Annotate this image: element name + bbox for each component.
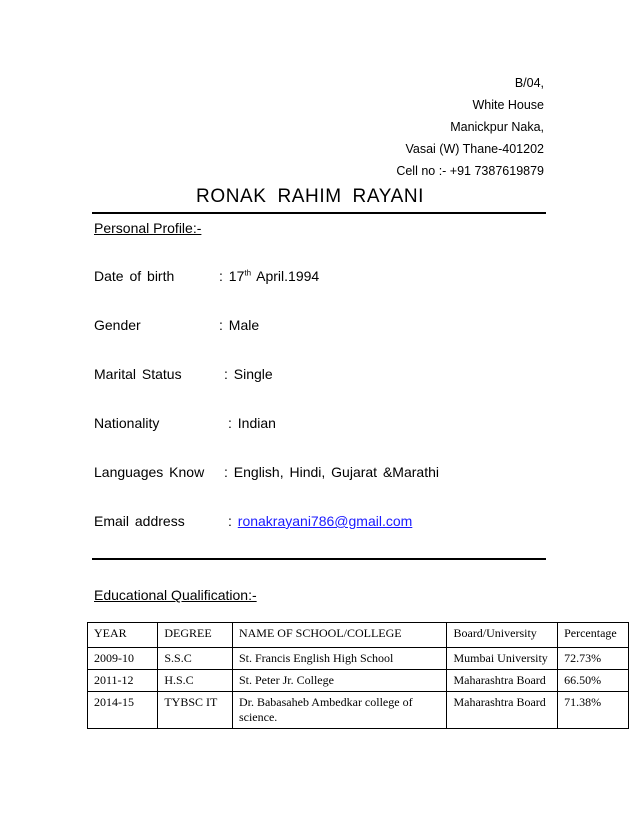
table-row	[88, 670, 629, 692]
table-row	[88, 648, 629, 670]
cell-degree: H.S.C	[158, 670, 233, 692]
personal-profile-heading: Personal Profile:-	[94, 220, 202, 236]
cell-percentage: 72.73%	[558, 648, 629, 670]
cell-degree: TYBSC IT	[158, 692, 233, 729]
nationality-label: Nationality	[94, 415, 160, 431]
gender-value: : Male	[219, 317, 260, 333]
cell-school: St. Peter Jr. College	[232, 670, 447, 692]
marital-value: : Single	[224, 366, 273, 382]
address-line-3: Manickpur Naka,	[450, 120, 544, 134]
cell-percentage: 66.50%	[558, 670, 629, 692]
cell-percentage: 71.38%	[558, 692, 629, 729]
email-colon: :	[228, 513, 232, 529]
cell-board: Maharashtra Board	[447, 692, 558, 729]
email-link[interactable]: ronakrayani786@gmail.com	[237, 513, 413, 529]
header-percentage: Percentage	[558, 623, 629, 648]
header-school: NAME OF SCHOOL/COLLEGE	[232, 623, 447, 648]
cell-degree: S.S.C	[158, 648, 233, 670]
email-label: Email address	[94, 513, 185, 529]
divider-bottom	[92, 558, 546, 560]
address-line-4: Vasai (W) Thane-401202	[405, 142, 544, 156]
cell-school: St. Francis English High School	[232, 648, 447, 670]
address-line-1: B/04,	[514, 76, 544, 90]
divider-top	[92, 212, 546, 214]
languages-label: Languages Know	[94, 464, 205, 480]
applicant-name: RONAK RAHIM RAYANI	[196, 186, 425, 207]
nationality-value: : Indian	[228, 415, 276, 431]
address-line-2: White House	[472, 98, 544, 112]
header-board: Board/University	[447, 623, 558, 648]
cell-board: Maharashtra Board	[447, 670, 558, 692]
cell-year: 2011-12	[88, 670, 158, 692]
table-row	[88, 692, 629, 729]
cell-year: 2014-15	[88, 692, 158, 729]
languages-value: : English, Hindi, Gujarat &Marathi	[224, 464, 439, 480]
education-heading: Educational Qualification:-	[94, 587, 257, 603]
marital-label: Marital Status	[94, 366, 182, 382]
phone-line: Cell no :- +91 7387619879	[396, 164, 544, 178]
gender-label: Gender	[94, 317, 141, 333]
dob-label: Date of birth	[94, 268, 175, 284]
education-table	[87, 622, 629, 729]
cell-school: Dr. Babasaheb Ambedkar college of science.	[232, 692, 447, 729]
cell-board: Mumbai University	[447, 648, 558, 670]
header-year: YEAR	[88, 623, 158, 648]
table-header-row	[88, 623, 629, 648]
cell-year: 2009-10	[88, 648, 158, 670]
header-degree: DEGREE	[158, 623, 233, 648]
dob-value: : 17th April.1994	[219, 268, 320, 284]
